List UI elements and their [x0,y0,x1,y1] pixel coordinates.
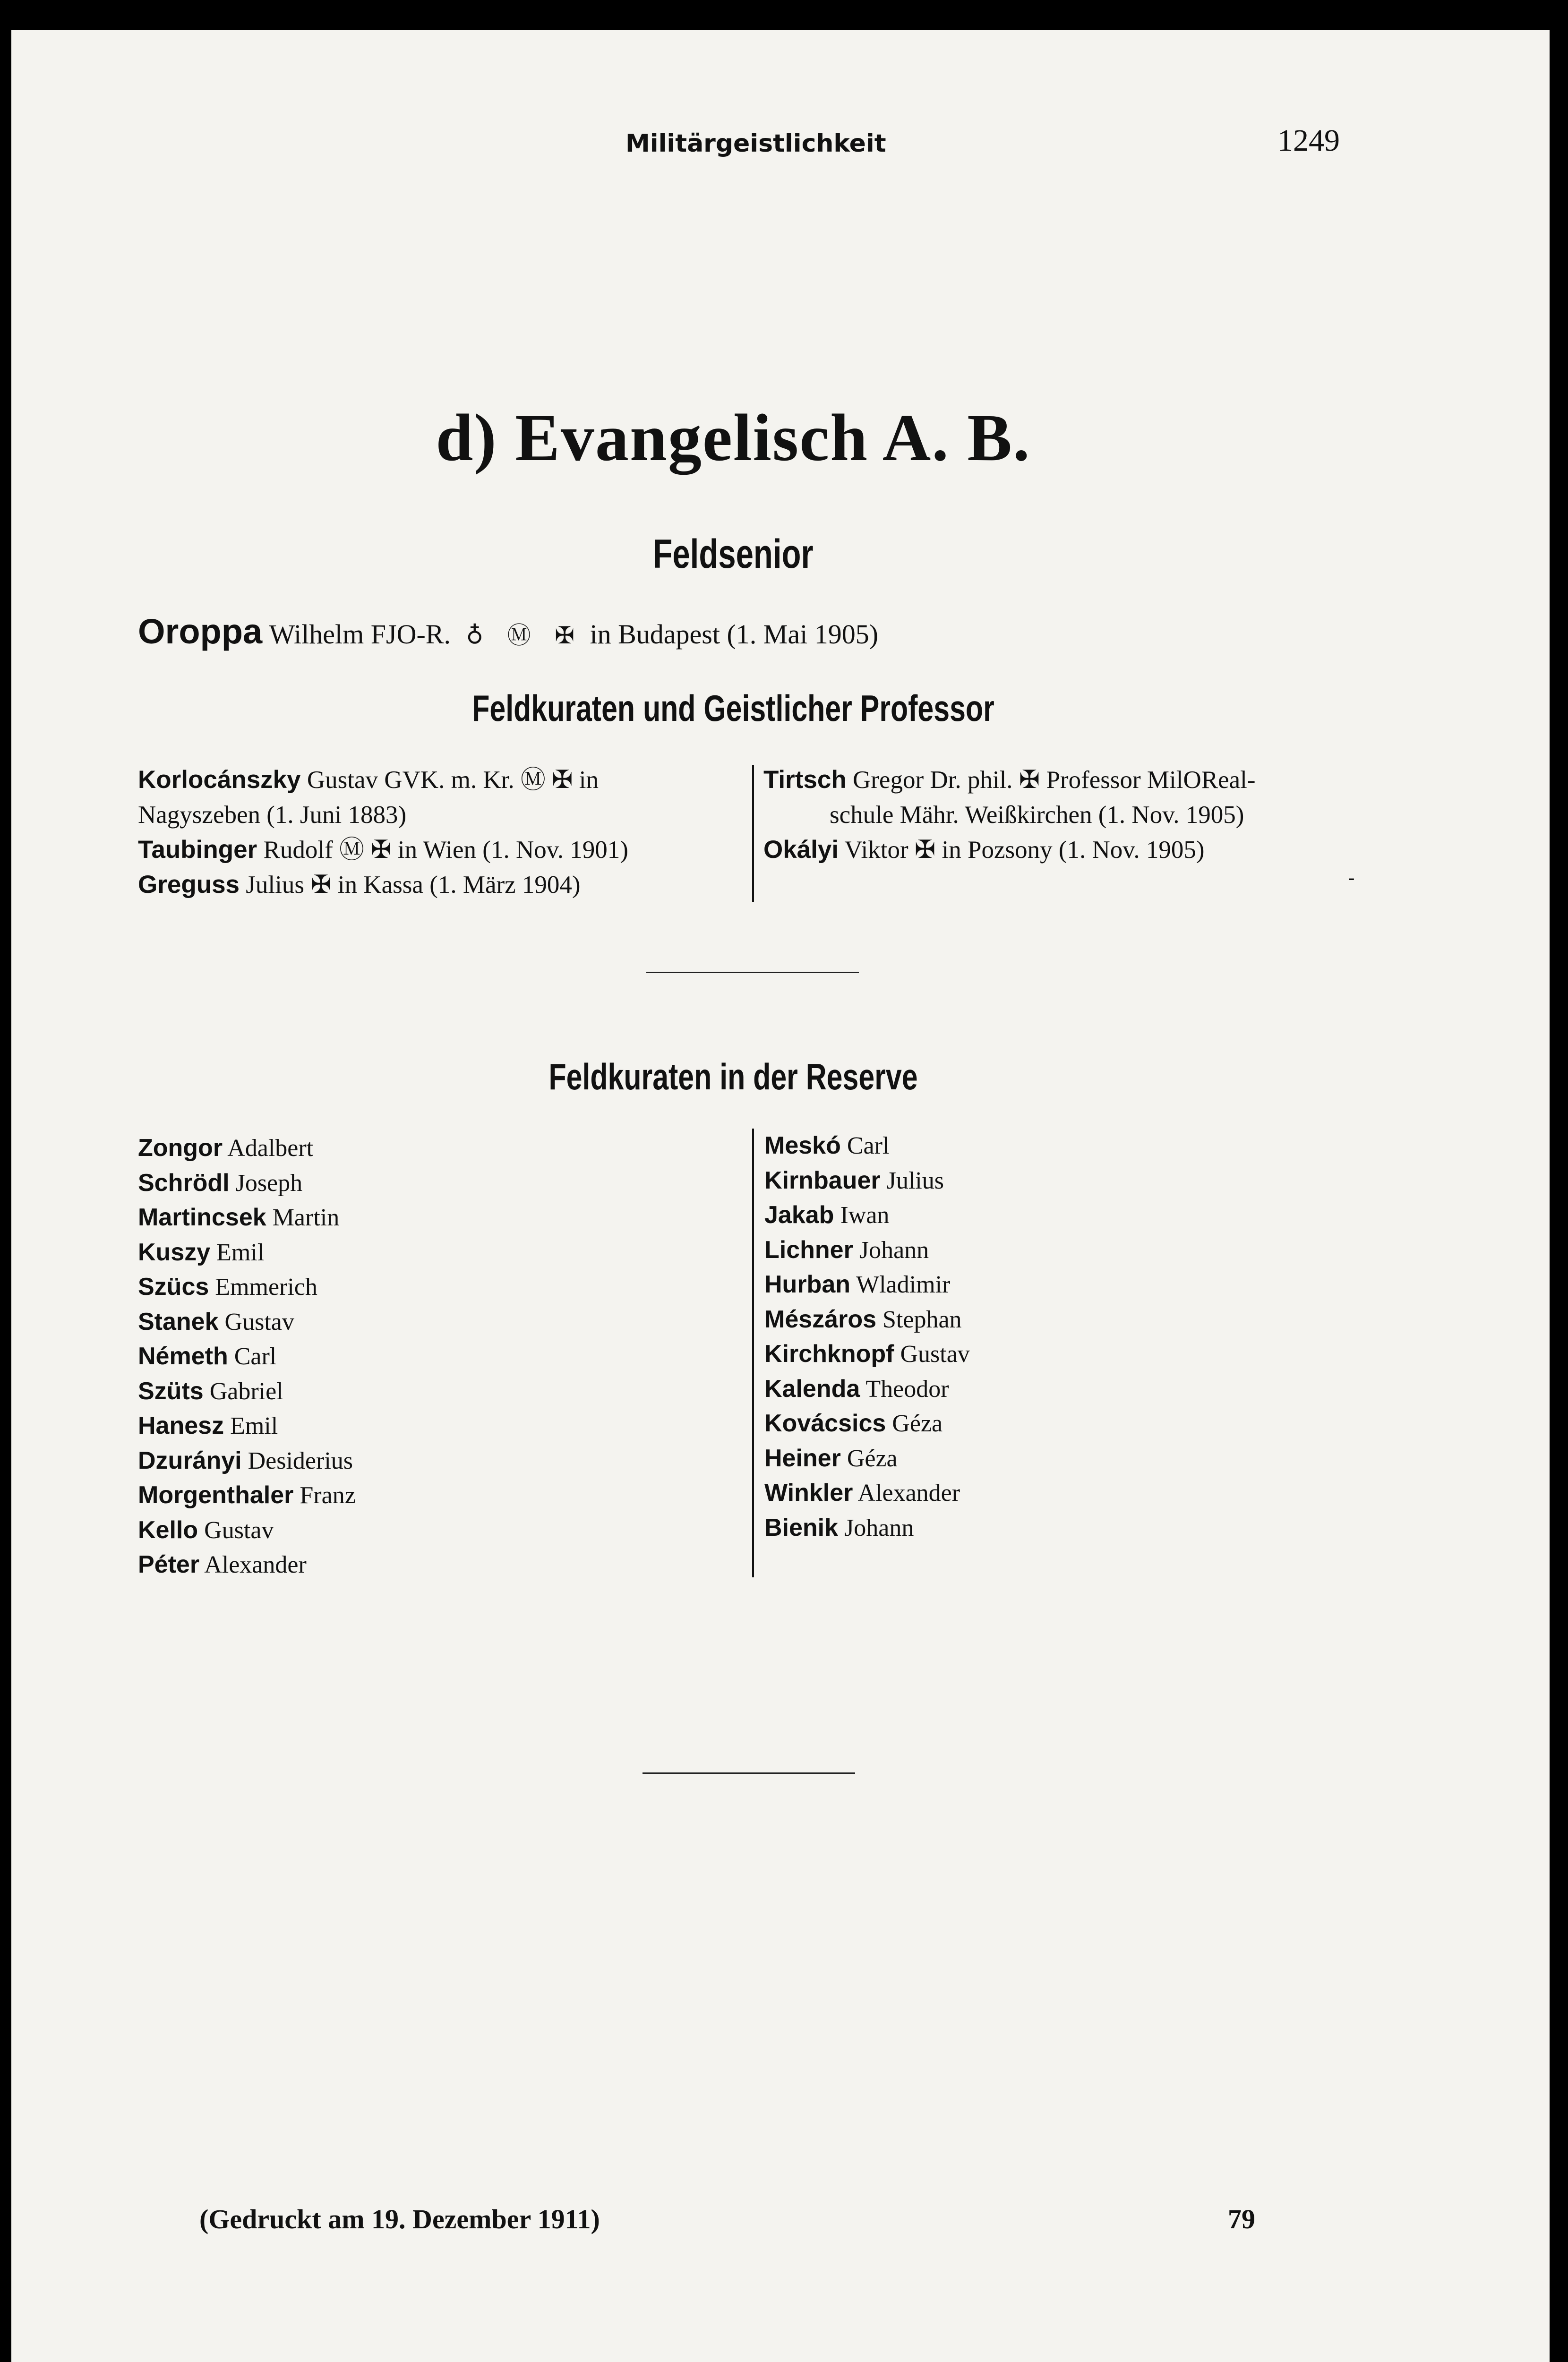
signature-number: 79 [1228,2204,1255,2234]
reserve-right-column [764,1129,1369,1545]
list-item: Winkler Alexander [764,1479,960,1506]
list-item: Hurban Wladimir [764,1271,951,1298]
feldkuraten-right-column [763,762,1368,867]
decoration-icon: ♁ [466,622,484,649]
list-item: Bienik Johann [764,1514,914,1541]
page-number: 1249 [1277,123,1340,158]
list-item: Kirnbauer Julius [764,1166,944,1194]
list-item: Meskó Carl [764,1132,890,1159]
list-item: Tirtsch Gregor Dr. phil. ✠ Professor MilOReal- [763,766,1256,794]
list-item: schule Mähr. Weißkirchen (1. Nov. 1905) [830,801,1244,829]
list-item: Hanesz Emil [138,1412,278,1439]
list-item: Kello Gustav [138,1516,274,1544]
document-page [11,30,1550,2362]
column-divider [752,1129,754,1577]
list-item: Greguss Julius ✠ in Kassa (1. März 1904) [138,871,581,899]
column-divider [752,765,754,902]
feldsenior-location: in Budapest (1. Mai 1905) [590,619,879,650]
list-item: Kovácsics Géza [764,1410,943,1437]
list-item: Kuszy Emil [138,1238,265,1266]
reserve-left-column [138,1131,743,1583]
list-item: Kalenda Theodor [764,1375,949,1403]
list-item: Okályi Viktor ✠ in Pozsony (1. Nov. 1905) [763,836,1205,864]
list-item: Szücs Emmerich [138,1273,317,1301]
list-item: Péter Alexander [138,1551,307,1578]
feldsenior-entry [138,611,878,651]
reserve-heading: Feldkuraten in der Reserve [548,1056,918,1097]
running-head: Militärgeistlichkeit [625,129,886,158]
list-item: Németh Carl [138,1343,277,1370]
print-date-note: (Gedruckt am 19. Dezember 1911) [199,2204,600,2234]
list-item: Mészáros Stephan [764,1305,962,1333]
list-item: Jakab Iwan [764,1201,890,1229]
list-item: Martincsek Martin [138,1204,340,1231]
feldkuraten-left-column [138,762,752,902]
feldsenior-order: FJO-R. [370,619,451,650]
feldkuraten-heading: Feldkuraten und Geistlicher Professor [472,687,994,729]
list-item: Zongor Adalbert [138,1134,314,1162]
feldsenior-heading: Feldsenior [653,531,814,577]
list-item: Schrödl Joseph [138,1169,303,1197]
list-item: Szüts Gabriel [138,1377,283,1405]
dash-mark: - [1348,867,1355,888]
list-item: Korlocánszky Gustav GVK. m. Kr. Ⓜ ✠ in [138,766,599,794]
divider [646,972,859,973]
list-item: Morgenthaler Franz [138,1481,356,1509]
feldsenior-given: Wilhelm [269,619,364,650]
list-item: Dzurányi Desiderius [138,1446,353,1474]
feldsenior-surname: Oroppa [138,612,263,651]
list-item: Nagyszeben (1. Juni 1883) [138,801,407,829]
divider [643,1772,855,1774]
section-title: d) Evangelisch A. B. [436,400,1031,475]
list-item: Lichner Johann [764,1236,929,1264]
medal-m-icon: Ⓜ [507,622,531,649]
list-item: Kirchknopf Gustav [764,1340,970,1368]
list-item: Heiner Géza [764,1444,898,1472]
list-item: Stanek Gustav [138,1308,294,1335]
list-item: Taubinger Rudolf Ⓜ ✠ in Wien (1. Nov. 1901) [138,836,628,864]
cross-icon: ✠ [555,622,574,649]
